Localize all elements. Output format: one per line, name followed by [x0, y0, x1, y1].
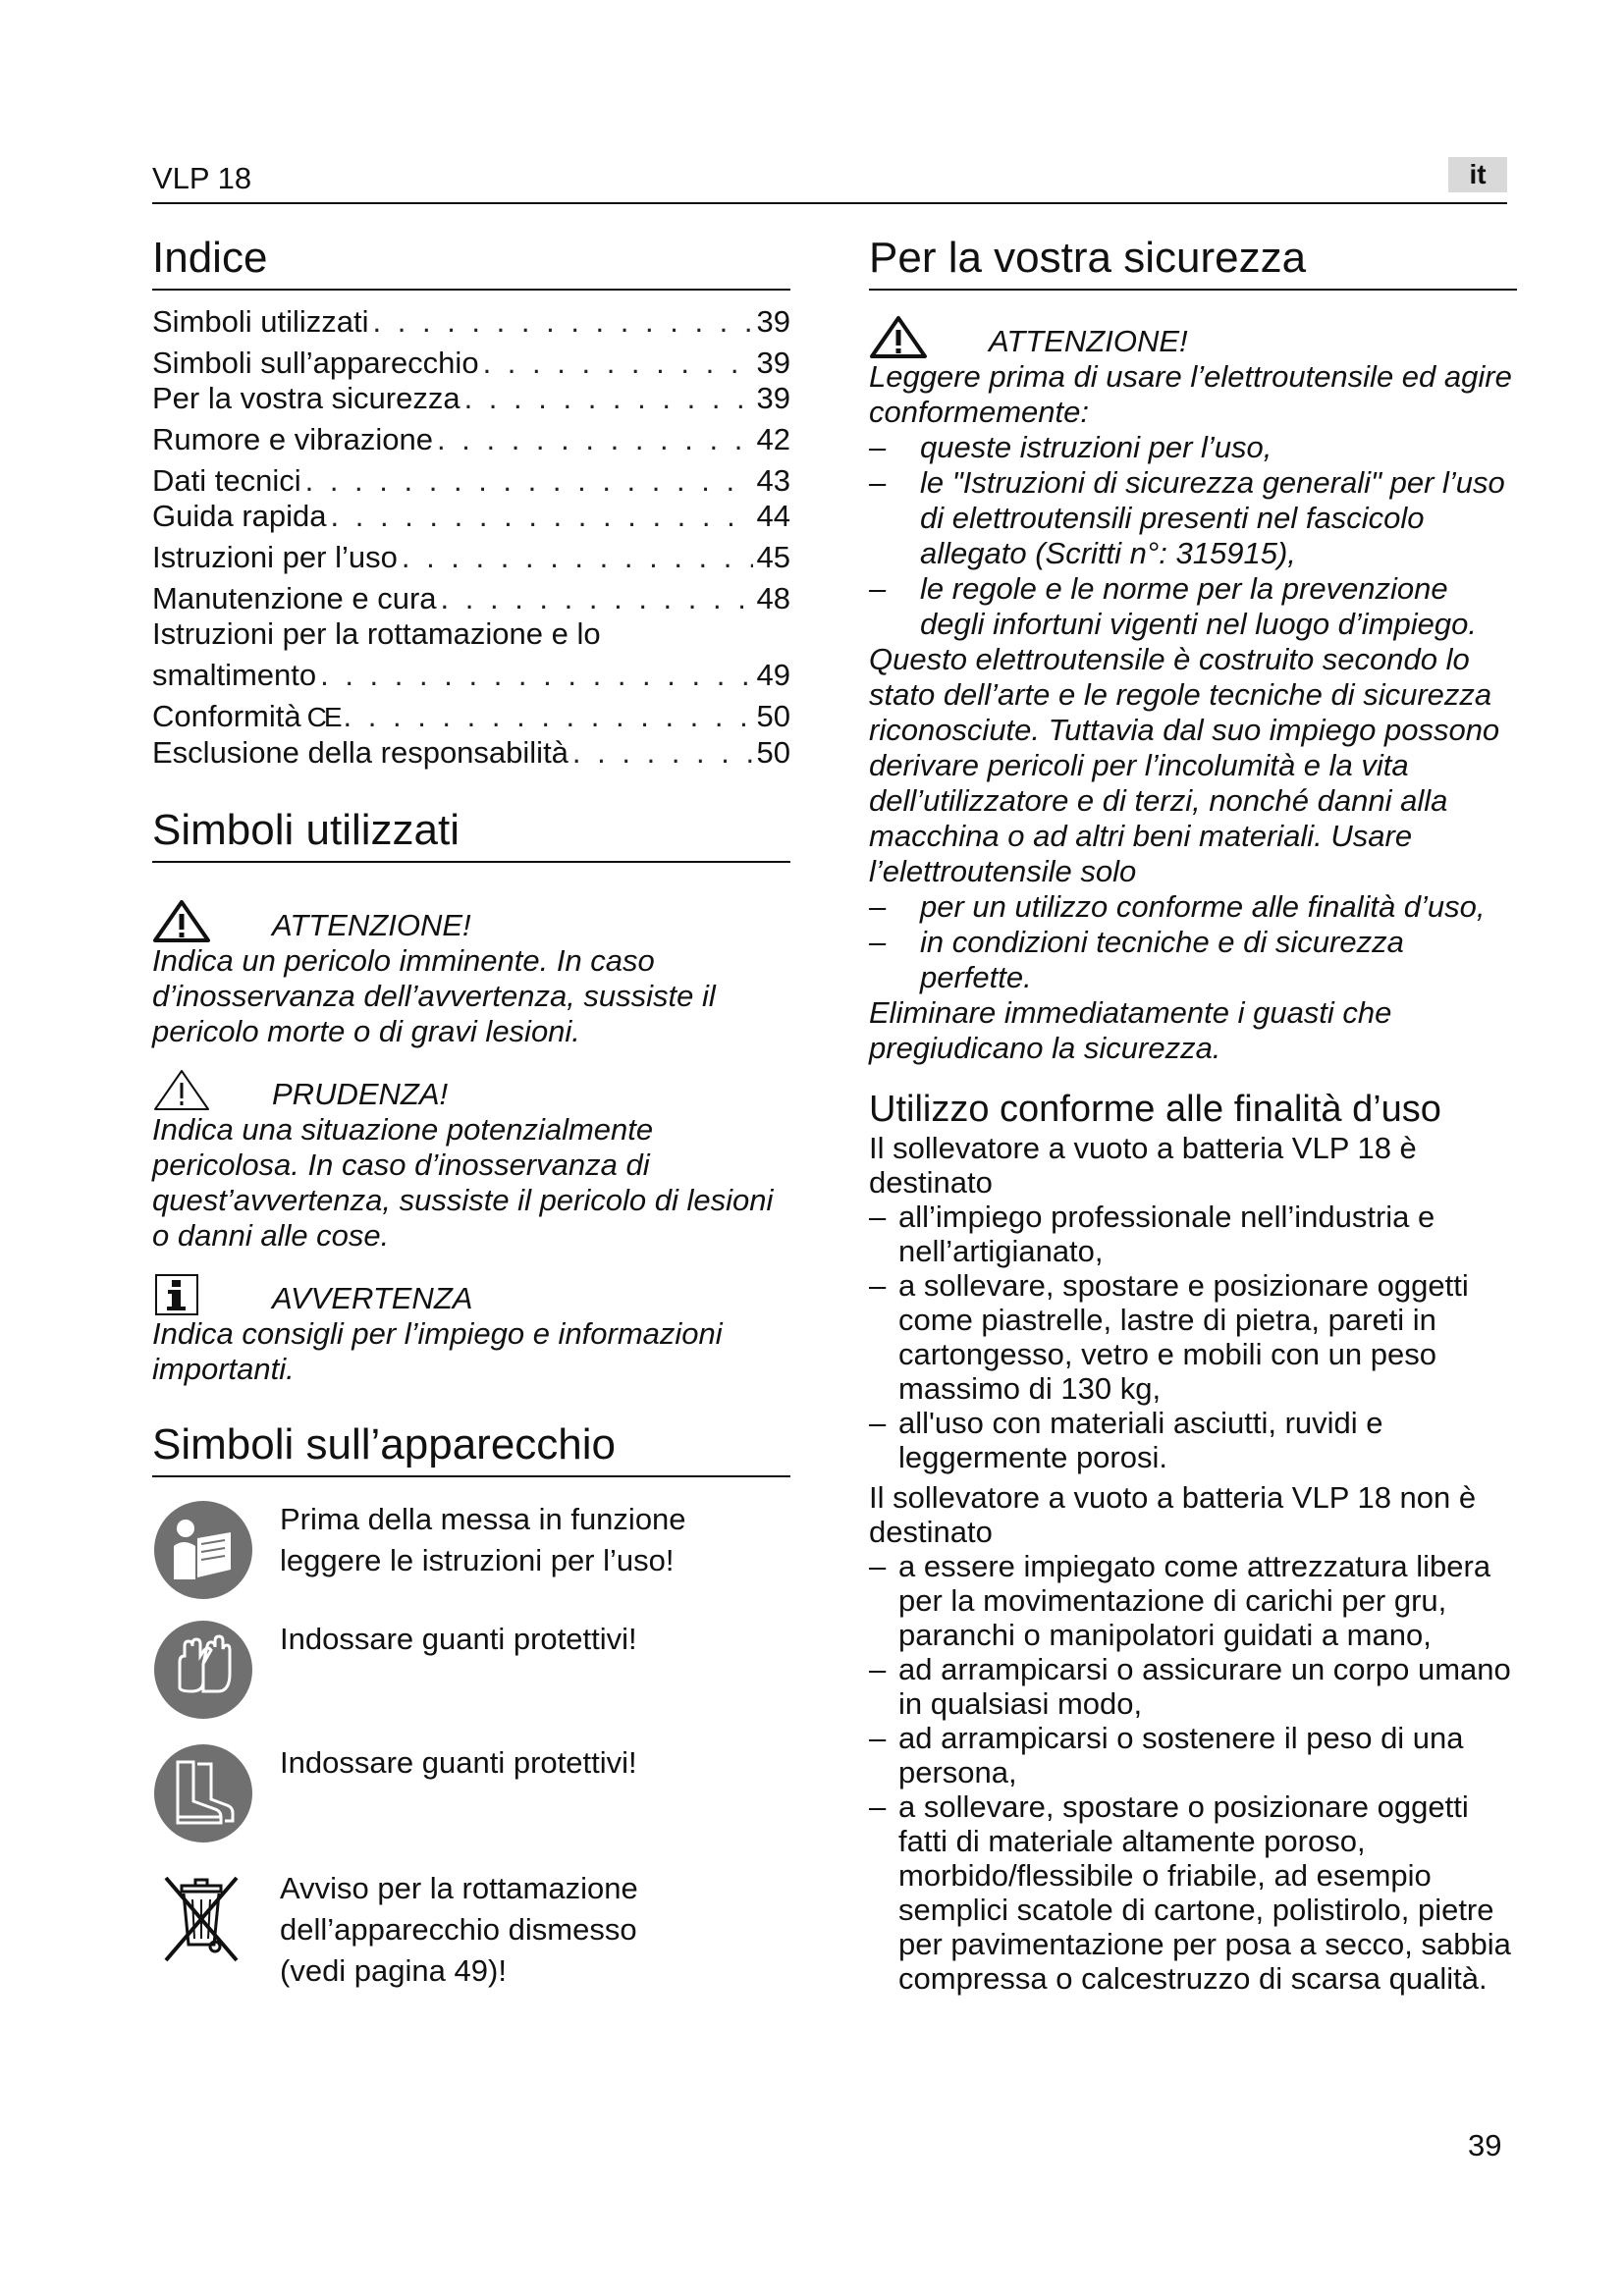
- toc-row[interactable]: Istruzioni per l’uso . . . 45: [152, 540, 790, 575]
- toc-row[interactable]: Guida rapida . . . 44: [152, 499, 790, 534]
- safety-boots-icon: [152, 1742, 254, 1844]
- language-badge: it: [1448, 157, 1507, 192]
- device-symbol-text: (vedi pagina 49)!: [280, 1953, 507, 1988]
- device-symbols-title: Simboli sull’apparecchio: [152, 1420, 790, 1477]
- attention-label: ATTENZIONE!: [272, 908, 471, 942]
- toc-row[interactable]: smaltimento . . . 49: [152, 658, 790, 693]
- crossed-bin-icon: [152, 1868, 254, 1970]
- list-item: – a essere impiegato come attrezzatura libera per la movimentazione di carichi per gru, paranchi o manipolatori guidati a mano,: [869, 1549, 1517, 1652]
- intended-use-title: Utilizzo conforme alle finalità d’uso: [869, 1089, 1441, 1130]
- safety-intro: Leggere prima di usare l’elettroutensile ed agire conformemente:: [869, 359, 1512, 429]
- toc-row[interactable]: Simboli sull’apparecchio . . . 39: [152, 346, 790, 381]
- safety-list: [869, 430, 1517, 642]
- caution-text: Indica una situazione potenzialmente pericolosa. In caso d’inosservanza di quest’avvertenza, sussiste il pericolo di lesioni o danni alle cose.: [152, 1112, 774, 1253]
- table-of-contents: [152, 304, 790, 771]
- safety-warning-block: [869, 314, 1517, 1066]
- toc-row[interactable]: Rumore e vibrazione . . . 42: [152, 422, 790, 457]
- notice-label: AVVERTENZA: [272, 1281, 473, 1315]
- intended-use-list: [869, 1200, 1517, 1474]
- list-item: – queste istruzioni per l’uso,: [869, 430, 1517, 465]
- toc-row[interactable]: Conformità CE . . . 50: [152, 699, 790, 735]
- intended-use-intro: Il sollevatore a vuoto a batteria VLP 18 è destinato: [869, 1131, 1417, 1200]
- not-intended-list: [869, 1549, 1517, 1996]
- safety-paragraph: Questo elettroutensile è costruito secondo lo stato dell’arte e le regole tecniche di sicurezza riconosciute. Tuttavia dal suo impiego possono derivare pericoli per l’incolumità e la vita dell’utilizzatore e di terzi, nonché danni alla macchina o ad altri beni materiali. Usare l’elettroutensile solo: [869, 642, 1500, 888]
- list-item: – le regole e le norme per la prevenzione degli infortuni vigenti nel luogo d’impiego.: [869, 571, 1517, 642]
- symbols-used-title: Simboli utilizzati: [152, 806, 790, 863]
- list-item: – all'uso con materiali asciutti, ruvidi e leggermente porosi.: [869, 1406, 1517, 1474]
- toc-row[interactable]: Manutenzione e cura . . . 48: [152, 581, 790, 616]
- header-model: VLP 18: [152, 161, 252, 195]
- safety-title: Per la vostra sicurezza: [869, 234, 1517, 291]
- toc-row[interactable]: Dati tecnici . . . 43: [152, 463, 790, 499]
- symbol-block-attention: [152, 898, 790, 1049]
- symbol-block-notice: [152, 1271, 790, 1387]
- list-item: – per un utilizzo conforme alle finalità d’uso,: [869, 889, 1517, 925]
- device-symbol-text: Indossare guanti protettivi!: [280, 1745, 637, 1780]
- warning-triangle-icon: [152, 898, 211, 943]
- symbol-block-caution: [152, 1067, 790, 1254]
- warning-triangle-icon: [869, 314, 928, 359]
- device-symbol-row: [152, 1742, 790, 1844]
- safety-paragraph: Eliminare immediatamente i guasti che pregiudicano la sicurezza.: [869, 995, 1392, 1065]
- device-symbol-text: Prima della messa in funzione: [280, 1502, 686, 1536]
- device-symbol-text: Avviso per la rottamazione: [280, 1871, 638, 1905]
- left-column: [152, 234, 790, 1992]
- list-item: – all’impiego professionale nell’industria e nell’artigianato,: [869, 1200, 1517, 1268]
- device-symbol-row: [152, 1868, 790, 1992]
- list-item: – ad arrampicarsi o assicurare un corpo umano in qualsiasi modo,: [869, 1652, 1517, 1721]
- safety-warning-label: ATTENZIONE!: [989, 324, 1188, 358]
- toc-row[interactable]: Esclusione della responsabilità . . . 50: [152, 735, 790, 771]
- list-item: – le "Istruzioni di sicurezza generali" per l’uso di elettroutensili presenti nel fascicolo allegato (Scritti n°: 315915),: [869, 465, 1517, 571]
- device-symbol-text: dell’apparecchio dismesso: [280, 1912, 637, 1947]
- device-symbol-row: [152, 1619, 790, 1721]
- notice-text: Indica consigli per l’impiego e informazioni importanti.: [152, 1316, 723, 1386]
- ce-mark: CE: [306, 702, 340, 732]
- toc-row[interactable]: Per la vostra sicurezza . . . 39: [152, 381, 790, 416]
- page-number: 39: [1468, 2128, 1502, 2163]
- device-symbol-row: [152, 1499, 790, 1601]
- list-item: – a sollevare, spostare o posizionare oggetti fatti di materiale altamente poroso, morbido/flessibile o friabile, ad esempio semplici scatole di cartone, polistirolo, pietre per pavimentazione per posa a secco, sabbia compressa o calcestruzzo di scarsa qualità.: [869, 1789, 1517, 1996]
- protective-gloves-icon: [152, 1619, 254, 1721]
- toc-title: Indice: [152, 234, 790, 291]
- caution-triangle-icon: [152, 1067, 211, 1112]
- read-manual-icon: [152, 1499, 254, 1601]
- info-icon: [152, 1271, 211, 1316]
- list-item: – ad arrampicarsi o sostenere il peso di una persona,: [869, 1721, 1517, 1789]
- safety-conditions-list: [869, 889, 1517, 995]
- list-item: – in condizioni tecniche e di sicurezza perfette.: [869, 925, 1517, 995]
- header-rule: [152, 202, 1507, 204]
- toc-row[interactable]: Simboli utilizzati . . . 39: [152, 304, 790, 340]
- device-symbol-text: leggere le istruzioni per l’uso!: [280, 1543, 675, 1577]
- not-intended-intro: Il sollevatore a vuoto a batteria VLP 18 non è destinato: [869, 1480, 1477, 1549]
- device-symbol-text: Indossare guanti protettivi!: [280, 1622, 637, 1656]
- toc-row[interactable]: Istruzioni per la rottamazione e lo: [152, 616, 601, 651]
- attention-text: Indica un pericolo imminente. In caso d’inosservanza dell’avvertenza, sussiste il pericolo morte o di gravi lesioni.: [152, 943, 716, 1048]
- right-column: [869, 234, 1517, 1996]
- caution-label: PRUDENZA!: [272, 1077, 449, 1111]
- list-item: – a sollevare, spostare e posizionare oggetti come piastrelle, lastre di pietra, pareti in cartongesso, vetro e mobili con un peso massimo di 130 kg,: [869, 1268, 1517, 1406]
